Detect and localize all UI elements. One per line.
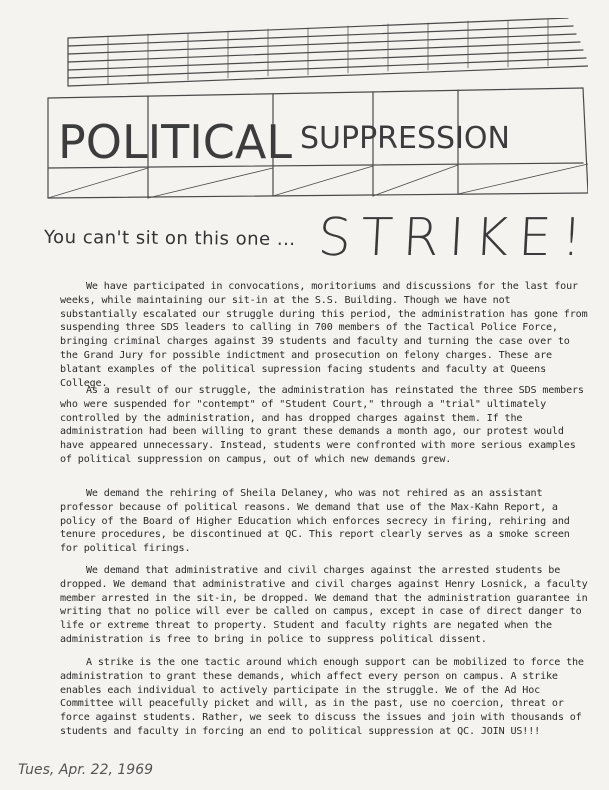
title-word-political: POLITICAL — [58, 115, 293, 169]
title-word-suppression: SUPPRESSION — [300, 121, 510, 156]
paragraph-1 — [60, 280, 590, 390]
strike-headline: STRIKE! — [316, 208, 594, 268]
paragraph-4 — [60, 564, 590, 647]
paragraph-2-text: As a result of our struggle, the administration has reinstated the three SDS members who were suspended for "contempt" of "Student Court," through a "trial" ultimately controlled by the administration, and has dropped charges against them. If the administration had been willing to grant these demands a month ago, our protest would have appeared unnecessary. Instead, students were confronted with more serious examples of political suppression on campus, out of which new demands grew. — [60, 385, 584, 465]
handwritten-date: Tues, Apr. 22, 1969 — [18, 762, 154, 778]
political-suppression-banner — [28, 18, 588, 208]
paragraph-5 — [60, 656, 590, 739]
paragraph-5-text: A strike is the one tactic around which enough support can be mobilized to force the administration to grant these demands, which affect every person on campus. A strike enables each individual to actively participate in the struggle. We of the Ad Hoc Committee will peacefully picket and will, as in the past, use no coercion, threat or force against students. Rather, we seek to discuss the issues and join with thousands of students and faculty in forcing an end to political suppression at QC. JOIN US!!! — [60, 657, 584, 737]
paragraph-3 — [60, 487, 590, 556]
paragraph-2 — [60, 384, 590, 467]
paragraph-4-text: We demand that administrative and civil charges against the arrested students be dropped. We demand that administrative and civil charges against Henry Losnick, a faculty member arrested in the sit-in, be dropped. We demand that the administration guarantee in writing that no police will ever be called on campus, except in case of direct danger to life or extreme threat to property. Student and faculty rights are negated when the administration is free to bring in police to suppress political dissent. — [60, 565, 588, 645]
handwritten-subtitle: You can't sit on this one ... — [43, 226, 296, 251]
paragraph-1-text: We have participated in convocations, moritoriums and discussions for the last four weeks, while maintaining our sit-in at the S.S. Building. Though we have not substantially escalated our struggle during this period, the administration has gone from suspending three SDS leaders to calling in 700 members of the Tactical Police Force, bringing criminal charges against 39 students and faculty and turning the case over to the Grand Jury for possible indictment and prosecution on felony charges. These are blatant examples of the political supression facing students and faculty at Queens College. — [60, 281, 588, 389]
paragraph-3-text: We demand the rehiring of Sheila Delaney, who was not rehired as an assistant professor because of political reasons. We demand that use of the Max-Kahn Report, a policy of the Board of Higher Education which enforces secrecy in firing, rehiring and tenure procedures, be discontinued at QC. This report clearly serves as a smoke screen for political firings. — [60, 488, 570, 555]
